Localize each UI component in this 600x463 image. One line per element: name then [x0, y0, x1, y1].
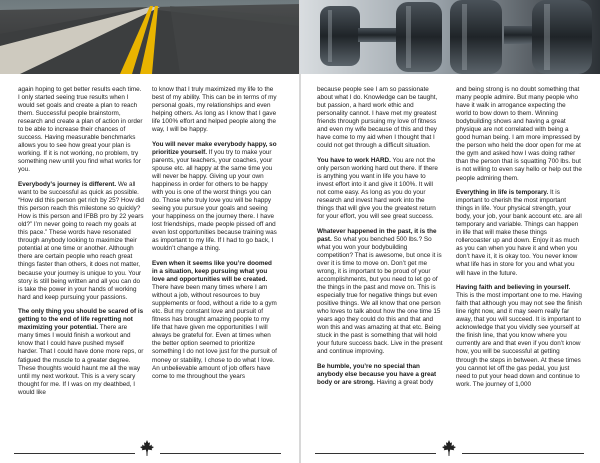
- dumbbell-image: [300, 0, 600, 74]
- paragraph: [456, 189, 582, 278]
- road-photo: [0, 0, 300, 74]
- paragraph: again hoping to get better results each time. I only started seeing true results when I would set goals and create a plan to reach them. Successful people brainstorm, research and create a plan of action in order to be able to increase their chances of success. Having measurable benchmarks allows you to see how great your plan is working. If it is not working, no problem, try something new until you find what works for you.: [18, 86, 143, 174]
- left-page-column-2: [152, 86, 278, 387]
- paragraph-body: You are not the only person working hard out there. If there is anything you want in life you have to invest effort into it and give it 100%. It will not come easy. As long as you do your research and invest hard work into the things that will give you the greatest return for your effort, you will see great success.: [317, 156, 438, 221]
- paragraph: [317, 228, 443, 357]
- maple-leaf-icon: [139, 440, 155, 461]
- paragraph-lead: Having faith and believing in yourself.: [456, 284, 571, 292]
- right-page-column-1: [317, 86, 443, 394]
- paragraph: [18, 181, 144, 302]
- maple-leaf-icon: [441, 440, 457, 461]
- right-page-column-2: [456, 86, 582, 395]
- paragraph: [317, 363, 443, 387]
- paragraph-lead: Be humble, you’re no special than anybody else because you have a great body or are strong.: [317, 363, 437, 387]
- footer-rule: [160, 453, 281, 454]
- paragraph-body: This is the most important one to me. Having faith that although you may not see the finish line right now, and it may seem really far away, that you will succeed. It is important to acknowledge that you vividly see yourself at the finish line, that you know where you currently are and that even if you don’t know how, you will be successful at getting through the steps in between. At these times you cannot let off the gas pedal, you just need to put your head down and continue to work. The journey of 1,000: [456, 292, 582, 388]
- paragraph-lead: Everybody’s journey is different.: [18, 181, 117, 189]
- paragraph-body: There have been many times where I am without a job, without resources to buy supplements or food, without a ride to a gym etc. But my constant love and pursuit of fitness has brought amazing people to my life that have given me opportunities I will always be grateful for. Even at times when the better option seemed to prioritize something I do not love just for the pursuit of money or stability, I chose to do what I love. An unbelievable amount of job offers have come to me throughout the years: [152, 284, 277, 380]
- paragraph: [456, 284, 582, 389]
- paragraph-body: Having a great body: [374, 379, 434, 387]
- paragraph-lead: The only thing you should be scared of is getting to the end of life regretting not maximizing your potential.: [18, 308, 144, 332]
- paragraph-body: We all want to be successful as quick as possible. “How did this person get rich by 25? How did this person reach this milestone so quickly? How is this person and IFBB pro by 22 years old?” I’m never going to reach my goals at this pace.” These words have resonated through anybody looking to maximize their potential at one time or another. Although there are certain people who reach great things faster than others, it does not matter, because your journey is unique to you. Your story is still being written and all you can do is take the power in your hands of working hard and keep pursuing your passions.: [18, 181, 144, 301]
- dumbbell-photo: [300, 0, 600, 74]
- paragraph-lead: You will never make everybody happy, so prioritize yourself.: [152, 140, 277, 156]
- paragraph-body: There are many times I would finish a workout and know that I could have pushed myself harder. That I could have done more reps, or fatigued the muscle to a greater degree. These thoughts would haunt me all the way until my next workout. This is a very scary thought for me. If I was on my deathbed, I would like: [18, 324, 144, 396]
- paragraph-body: It is important to cherish the most important things in life. Your physical strength, your body, your job, your bank account etc. are all temporary and variable. Things can happen in life that will make these things rollercoaster up and down. Enjoy it as much as you can when you have it and when you don’t have it, it is okay too. You never know what life has in store for you and what you will have in the future.: [456, 189, 582, 277]
- paragraph-lead: Everything in life is temporary.: [456, 189, 549, 197]
- paragraph: [18, 308, 144, 397]
- paragraph-lead: You have to work HARD.: [317, 156, 391, 164]
- paragraph: [152, 141, 278, 254]
- road-image: [0, 0, 300, 74]
- paragraph: to know that I truly maximized my life to the best of my ability. This can be in terms of my personal goals, my relationships and even helping others. As long as I know that I gave life 100% effort and helped people along the way, I will be happy.: [152, 86, 277, 134]
- paragraph-body: So what you benched 500 lbs.? So what you won your bodybuilding competition? That is awesome, but once it is over it is time to move on. Don’t get me wrong, it is important to be proud of your accomplishments, but you need to let go of the things in the past and move on. This is especially true for negative things but even positive things. We all know that one person who loves to talk about how the one time 15 years ago they could do this and that and won this and was amazing at that etc. Being stuck in the past is something that will hold your future success back. Live in the present and continue improving.: [317, 235, 443, 356]
- paragraph: because people see I am so passionate about what I do. Knowledge can be taught, but passion, a hard work ethic and personality cannot. I have met my greatest friends through pursuing my love of fitness and even my wife because of this and they have come to my aid when I thought that I could not get through a difficult situation.: [317, 86, 438, 150]
- paragraph-lead: Even when it seems like you’re doomed in a situation, keep pursuing what you love and opportunities will be created.: [152, 259, 272, 284]
- right-page: [300, 0, 600, 463]
- paragraph: [152, 260, 278, 381]
- footer-rule: [315, 453, 436, 454]
- paragraph-body: If you try to make your parents, your teachers, your coaches, your spouse etc. all happy at the same time you will never be happy. Giving up your own happiness in order for others to be happy with you is one of the worst things you can do. Those who truly love you will be happy seeing you pursue your goals and seeing your happiness on the journey there. I have lost friendships, made people pissed off and even lost opportunities because training was as important to my life. If I had to go back, I wouldn’t change a thing.: [152, 148, 277, 253]
- paragraph: [317, 157, 443, 221]
- paragraph: and being strong is no doubt something that many people admire. But many people who have it walk in arrogance expecting the world to bow down to them. Winning bodybuilding shows and having a great physique are not correlated with being a good human being. I am more impressed by the person who held the door open for me at the gym and asked how I was doing rather than the person that is squatting 700 lbs. but is not willing to even say hello or help out the people admiring them.: [456, 86, 582, 182]
- paragraph-lead: Whatever happened in the past, it is the past.: [317, 227, 437, 243]
- footer-rule: [14, 453, 135, 454]
- left-page-column-1: [18, 86, 144, 403]
- footer-rule: [462, 453, 584, 454]
